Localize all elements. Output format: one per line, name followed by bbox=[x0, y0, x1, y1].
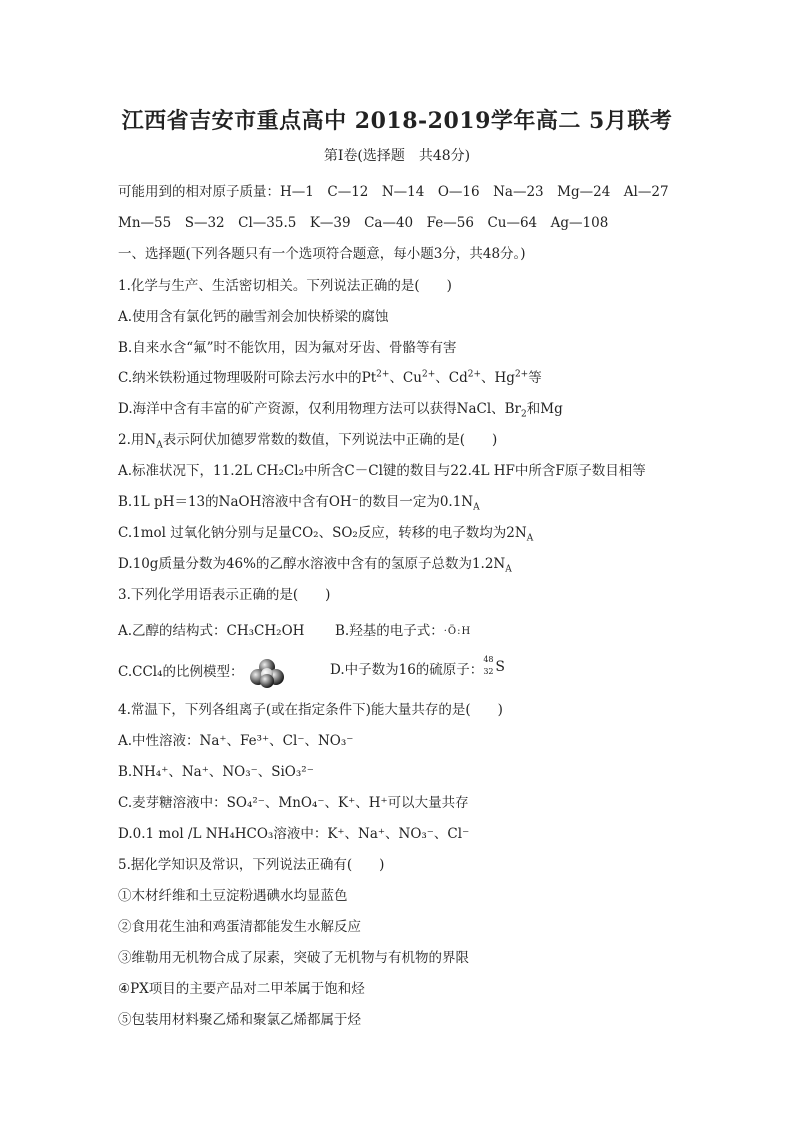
q2c-sub: A bbox=[526, 533, 534, 544]
nuclide-mass-number: 48 bbox=[483, 655, 494, 664]
sulfur-nuclide-symbol bbox=[483, 655, 509, 678]
nuclide-element-symbol: S bbox=[495, 659, 505, 675]
q1c-charge-cd: 2+ bbox=[467, 369, 482, 380]
question-1-option-a: A.使用含有氯化钙的融雪剂会加快桥梁的腐蚀 bbox=[118, 309, 389, 325]
q3b-text: B.羟基的电子式： bbox=[335, 623, 444, 639]
q2b-sub: A bbox=[473, 502, 480, 513]
question-1-stem: 1.化学与生产、生活密切相关。下列说法正确的是( ) bbox=[118, 278, 452, 294]
question-4-option-a: A.中性溶液：Na⁺、Fe³⁺、Cl⁻、NO₃⁻ bbox=[118, 733, 354, 749]
question-3-stem: 3.下列化学用语表示正确的是( ) bbox=[118, 587, 331, 603]
q1c-text: C.纳米铁粉通过物理吸附可除去污水中的Pt bbox=[118, 370, 377, 386]
question-5-item-3: ③维勒用无机物合成了尿素，突破了无机物与有机物的界限 bbox=[118, 950, 469, 966]
section-subtitle: 第Ⅰ卷(选择题 共48分) bbox=[323, 148, 471, 164]
question-5-item-1: ①木材纤维和土豆淀粉遇碘水均显蓝色 bbox=[118, 888, 348, 904]
q1c-charge-hg: 2+ bbox=[514, 369, 529, 380]
q2c-text: C.1mol 过氧化钠分别与足量CO₂、SO₂反应，转移的电子数均为2N bbox=[118, 525, 527, 541]
question-5-item-5: ⑤包装用材料聚乙烯和聚氯乙烯都属于烃 bbox=[118, 1012, 361, 1028]
q2-stem-prefix: 2.用N bbox=[118, 432, 157, 448]
question-2-option-b bbox=[118, 490, 480, 513]
question-4-stem: 4.常温下，下列各组离子(或在指定条件下)能大量共存的是( ) bbox=[118, 702, 503, 718]
atomic-mass-line-1: 可能用到的相对原子质量：H—1 C—12 N—14 O—16 Na—23 Mg—24 Al—27 bbox=[118, 184, 669, 200]
question-3-option-d bbox=[330, 655, 509, 678]
question-2-stem bbox=[118, 428, 497, 451]
ccl4-space-filling-model-icon bbox=[250, 658, 284, 692]
question-2-option-c bbox=[118, 521, 533, 544]
exam-title: 江西省吉安市重点高中 2018-2019学年高二 5月联考 bbox=[121, 108, 673, 134]
question-3-option-c bbox=[118, 658, 284, 692]
q3d-text: D.中子数为16的硫原子： bbox=[330, 662, 484, 678]
q1c-suffix: 等 bbox=[528, 370, 542, 386]
q2-stem-sub: A bbox=[156, 440, 163, 451]
q1c-charge-cu: 2+ bbox=[421, 369, 436, 380]
q2d-sub: A bbox=[505, 564, 512, 575]
q1c-ion-cu: 、Cu bbox=[389, 370, 422, 386]
q3c-text: C.CCl₄的比例模型： bbox=[118, 664, 244, 680]
q2d-text: D.10g质量分数为46%的乙醇水溶液中含有的氢原子总数为1.2N bbox=[118, 556, 506, 572]
q2-stem-suffix: 表示阿伏加德罗常数的数值，下列说法中正确的是( ) bbox=[162, 432, 498, 448]
q2b-text: B.1L pH＝13的NaOH溶液中含有OH⁻的数目一定为0.1N bbox=[118, 494, 474, 510]
q1d-suffix: 和Mg bbox=[526, 401, 563, 417]
question-5-item-4: ④PX项目的主要产品对二甲苯属于饱和烃 bbox=[118, 981, 365, 997]
question-4-option-d: D.0.1 mol /L NH₄HCO₃溶液中：K⁺、Na⁺、NO₃⁻、Cl⁻ bbox=[118, 826, 470, 842]
question-1-option-c bbox=[118, 366, 542, 386]
q1c-charge-pt: 2+ bbox=[376, 369, 390, 380]
q1c-ion-cd: 、Cd bbox=[435, 370, 468, 386]
nuclide-atomic-number: 32 bbox=[483, 667, 494, 676]
question-2-option-a: A.标准状况下，11.2L CH₂Cl₂中所含C－Cl键的数目与22.4L HF中所含F原子数目相等 bbox=[118, 463, 646, 479]
question-2-option-d bbox=[118, 552, 512, 575]
hydroxyl-electron-formula: ·Ö:H bbox=[443, 626, 472, 637]
question-5-item-2: ②食用花生油和鸡蛋清都能发生水解反应 bbox=[118, 919, 361, 935]
q1c-ion-hg: 、Hg bbox=[481, 370, 515, 386]
question-1-option-d bbox=[118, 397, 563, 420]
question-3-option-b bbox=[335, 619, 471, 639]
question-4-option-c: C.麦芽糖溶液中：SO₄²⁻、MnO₄⁻、K⁺、H⁺可以大量共存 bbox=[118, 795, 469, 811]
question-4-option-b: B.NH₄⁺、Na⁺、NO₃⁻、SiO₃²⁻ bbox=[118, 764, 314, 780]
question-3-option-a: A.乙醇的结构式：CH₃CH₂OH bbox=[118, 623, 305, 639]
question-5-stem: 5.据化学知识及常识，下列说法正确有( ) bbox=[118, 857, 385, 873]
question-1-option-b: B.自来水含“氟”时不能饮用，因为氟对牙齿、骨骼等有害 bbox=[118, 340, 457, 356]
q1d-text: D.海洋中含有丰富的矿产资源，仅利用物理方法可以获得NaCl、Br bbox=[118, 401, 522, 417]
section-heading: 一、选择题(下列各题只有一个选项符合题意，每小题3分，共48分。) bbox=[118, 246, 526, 262]
atomic-mass-line-2: Mn—55 S—32 Cl—35.5 K—39 Ca—40 Fe—56 Cu—64 Ag—108 bbox=[118, 215, 609, 231]
q1d-sub: 2 bbox=[521, 409, 527, 420]
